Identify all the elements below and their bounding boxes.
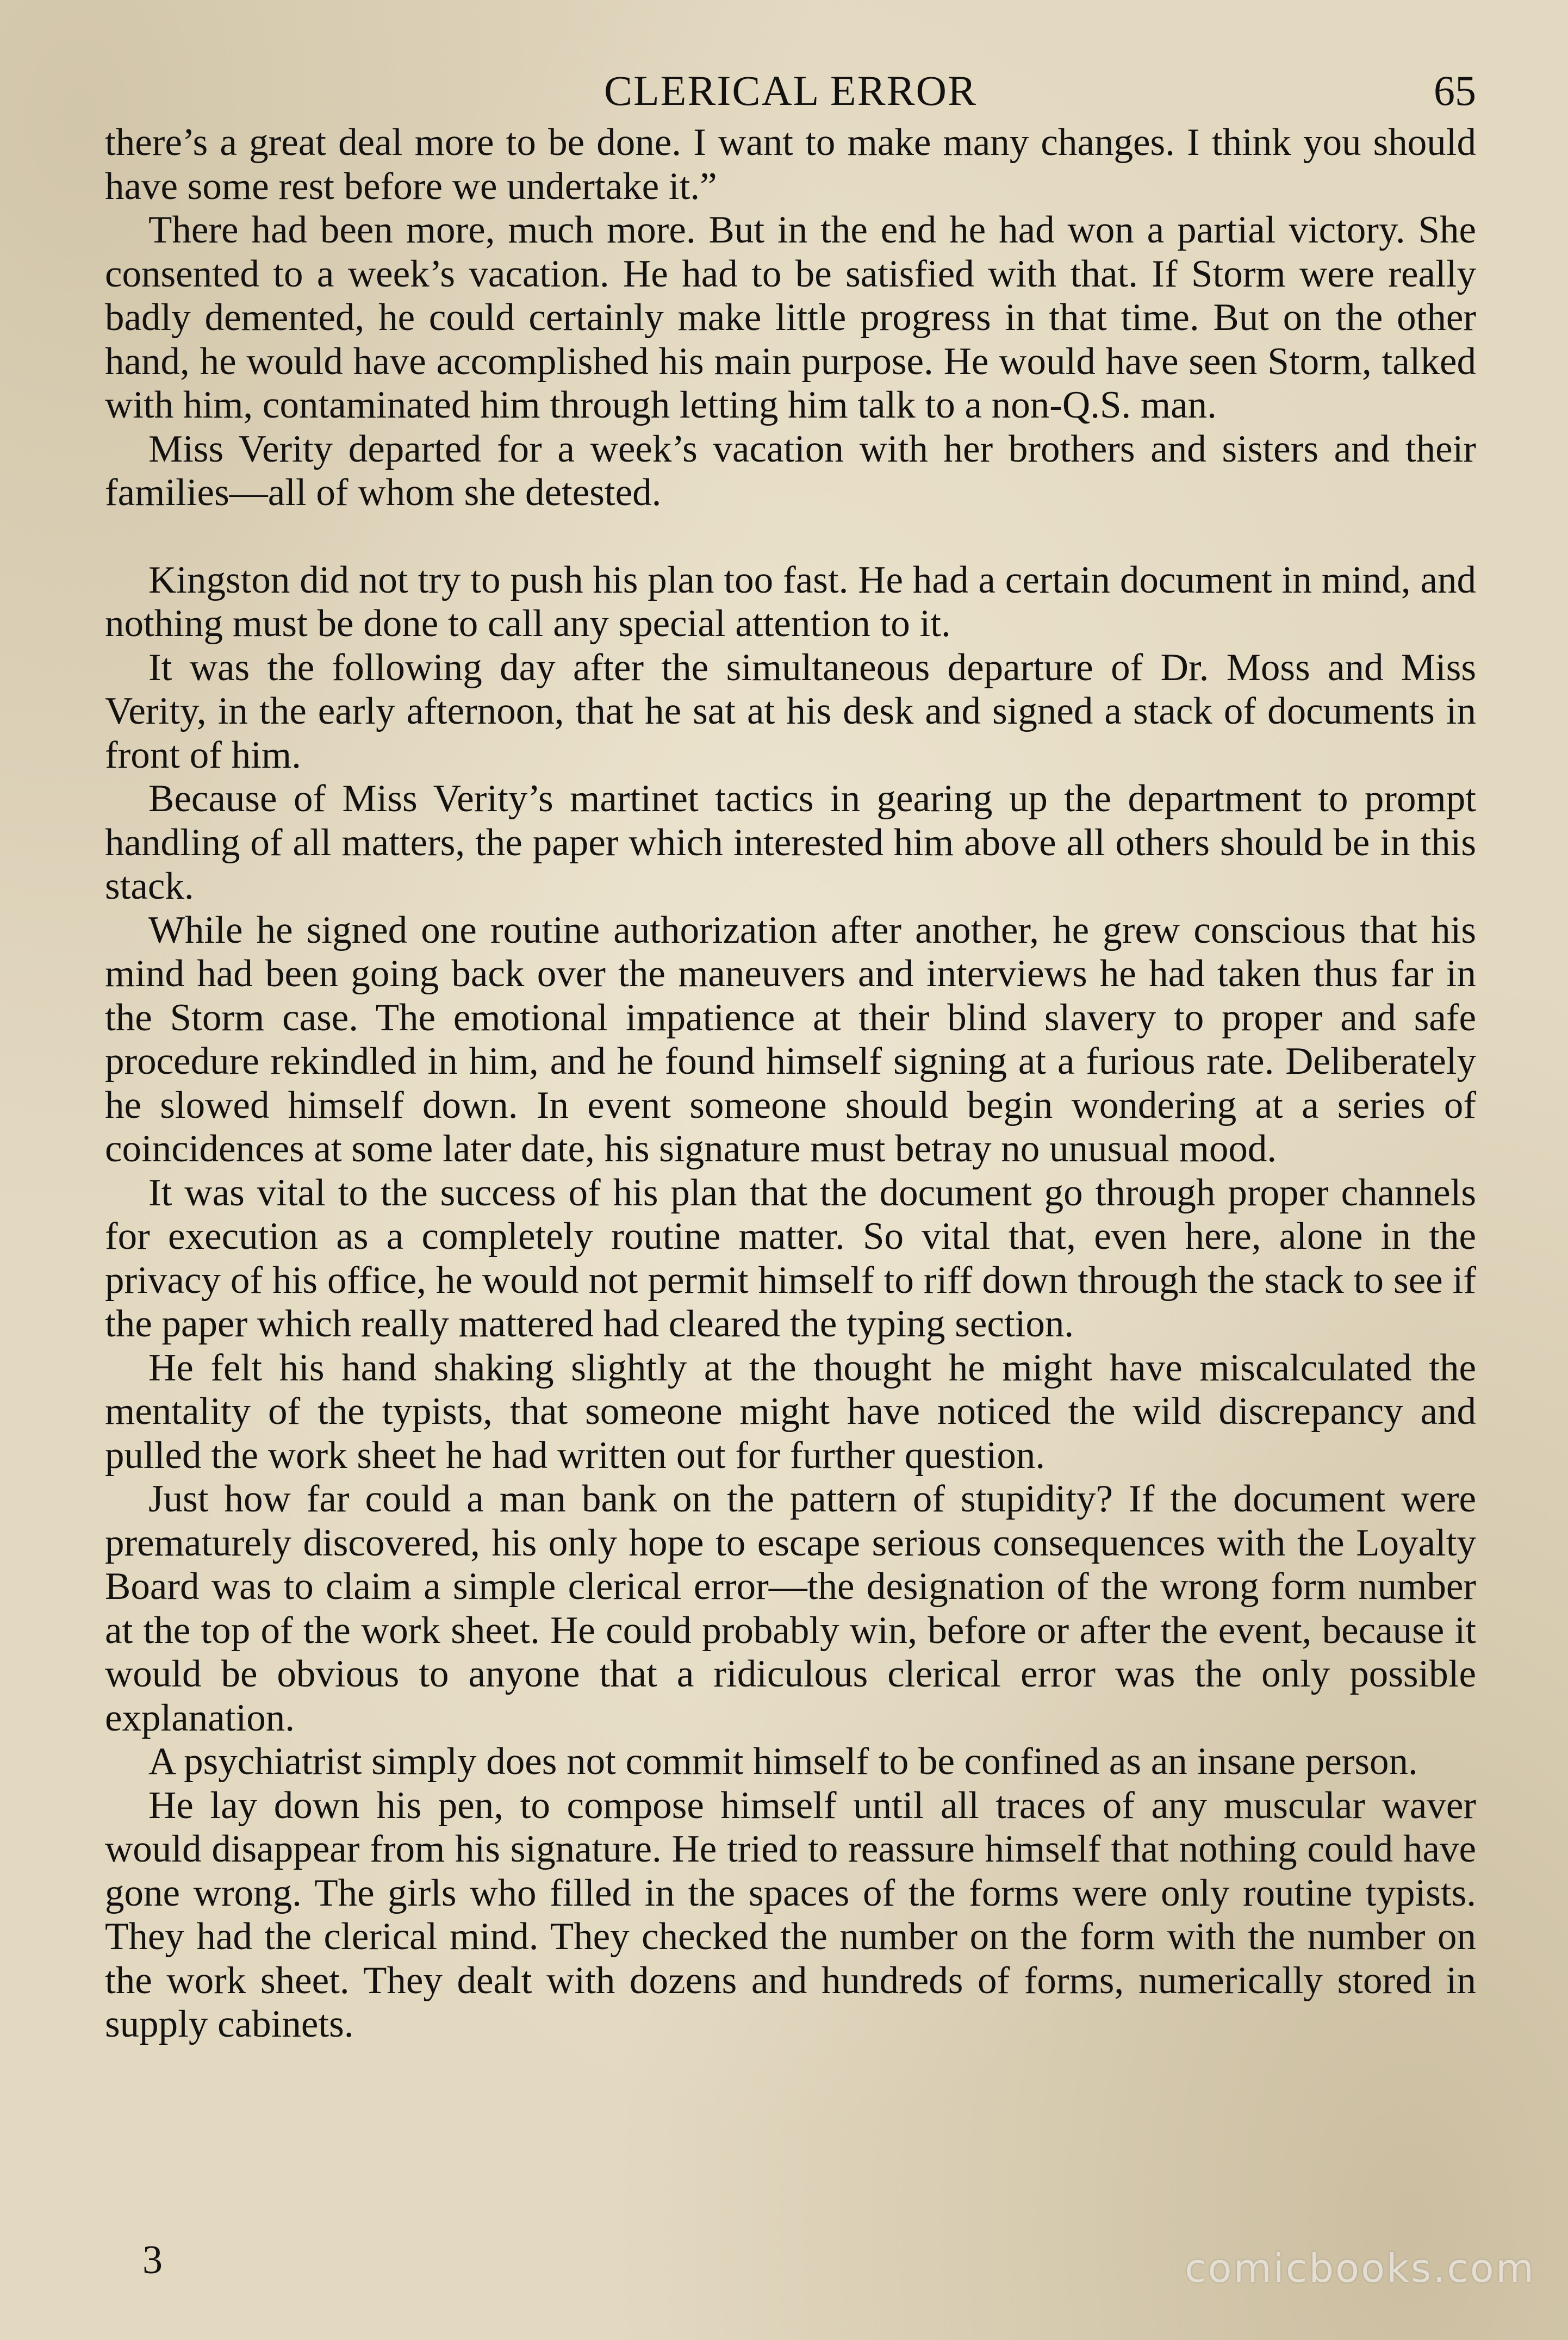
paragraph: He felt his hand shaking slightly at the thought he might have miscalculated the mentality of the typists, that someone might have noticed the wild discrepancy and pulled the work sheet he had written out for further question. bbox=[105, 1346, 1476, 1477]
signature-mark: 3 bbox=[142, 2238, 163, 2282]
paragraph: Miss Verity departed for a week’s vacation with her brothers and sisters and their families—all of whom she detested. bbox=[105, 427, 1476, 514]
paragraph: While he signed one routine authorization after another, he grew conscious that his mind had been going back over the maneuvers and interviews he had taken thus far in the Storm case. The emotional impatience at their blind slavery to proper and safe procedure rekindled in him, and he found himself signing at a furious rate. Deliberately he slowed himself down. In event someone should begin wondering at a series of coincidences at some later date, his signature must betray no unusual mood. bbox=[105, 908, 1476, 1170]
book-page bbox=[105, 61, 1476, 2317]
paragraph: It was vital to the success of his plan that the document go through proper channels for execution as a completely routine matter. So vital that, even here, alone in the privacy of his office, he would not permit himself to riff down through the stack to see if the paper which really mattered had cleared the typing section. bbox=[105, 1171, 1476, 1345]
running-head bbox=[105, 61, 1476, 121]
page-number: 65 bbox=[1434, 67, 1476, 114]
watermark: comicbooks.com bbox=[1184, 2245, 1535, 2291]
body-text bbox=[105, 121, 1476, 2046]
paragraph: He lay down his pen, to compose himself until all traces of any muscular waver would disappear from his signature. He tried to reassure himself that nothing could have gone wrong. The girls who filled in the spaces of the forms were only routine typists. They had the clerical mind. They checked the number on the form with the number on the work sheet. They dealt with dozens and hundreds of forms, numerically stored in supply cabinets. bbox=[105, 1784, 1476, 2045]
running-title: CLERICAL ERROR bbox=[604, 67, 977, 114]
paragraph: A psychiatrist simply does not commit himself to be confined as an insane person. bbox=[148, 1740, 1418, 1783]
paragraph: Because of Miss Verity’s martinet tactics in gearing up the department to prompt handling of all matters, the paper which interested him above all others should be in this stack. bbox=[105, 777, 1476, 907]
paragraph: There had been more, much more. But in the end he had won a partial victory. She consented to a week’s vacation. He had to be satisfied with that. If Storm were really badly demented, he could certainly make little progress in that time. But on the other hand, he would have accomplished his main purpose. He would have seen Storm, talked with him, contaminated him through letting him talk to a non-Q.S. man. bbox=[105, 209, 1476, 426]
paragraph: there’s a great deal more to be done. I want to make many changes. I think you should have some rest before we undertake it.” bbox=[105, 121, 1476, 208]
paragraph: Just how far could a man bank on the pattern of stupidity? If the document were prematurely discovered, his only hope to escape serious consequences with the Loyalty Board was to claim a simple clerical error—the designation of the wrong form number at the top of the work sheet. He could probably win, before or after the event, because it would be obvious to anyone that a ridiculous clerical error was the only possible explanation. bbox=[105, 1478, 1476, 1739]
paragraph: Kingston did not try to push his plan too fast. He had a certain document in mind, and nothing must be done to call any special attention to it. bbox=[105, 558, 1476, 645]
paragraph: It was the following day after the simultaneous departure of Dr. Moss and Miss Verity, in the early afternoon, that he sat at his desk and signed a stack of documents in front of him. bbox=[105, 646, 1476, 776]
